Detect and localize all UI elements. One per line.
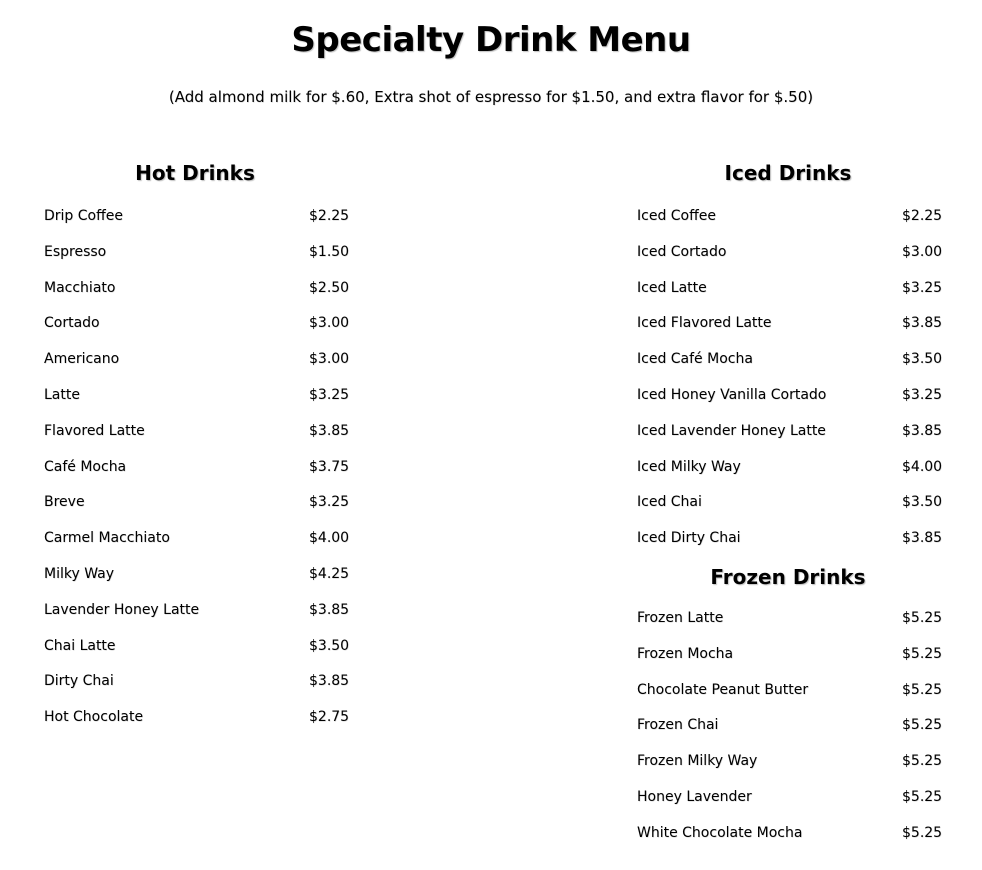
- menu-item-price: $3.85: [902, 422, 943, 439]
- add-ons-note: (Add almond milk for $.60, Extra shot of espresso for $1.50, and extra flavor for $.50): [168, 88, 814, 106]
- menu-item-price: $2.25: [902, 208, 943, 224]
- menu-item-name: Chocolate Peanut Butter: [637, 681, 809, 698]
- hot-drinks-list: [44, 207, 354, 744]
- menu-item-name: Iced Chai: [637, 494, 702, 511]
- menu-item-price: $5.25: [902, 681, 943, 698]
- menu-item-row: [637, 422, 947, 458]
- menu-item-row: [637, 493, 947, 529]
- menu-item-price: $4.00: [309, 530, 350, 547]
- menu-item-name: Latte: [44, 386, 80, 403]
- menu-item-row: [44, 207, 354, 243]
- menu-item-row: [637, 314, 947, 350]
- menu-item-name: Iced Coffee: [637, 208, 716, 224]
- menu-item-price: $3.85: [902, 530, 943, 547]
- menu-item-name: Milky Way: [44, 565, 115, 582]
- menu-item-name: Espresso: [44, 243, 107, 260]
- menu-item-name: Frozen Latte: [637, 610, 724, 626]
- menu-item-price: $3.25: [309, 494, 350, 511]
- menu-item-name: Iced Milky Way: [637, 458, 741, 475]
- menu-item-row: [637, 609, 947, 645]
- menu-item-price: $2.75: [309, 709, 350, 726]
- menu-item-name: Iced Café Mocha: [637, 351, 753, 368]
- menu-item-row: [637, 279, 947, 315]
- menu-item-row: [44, 279, 354, 315]
- menu-item-price: $5.25: [902, 788, 943, 805]
- menu-item-price: $5.25: [902, 824, 943, 841]
- menu-item-name: Iced Honey Vanilla Cortado: [637, 386, 827, 403]
- menu-item-row: [44, 493, 354, 529]
- menu-item-price: $5.25: [902, 753, 943, 770]
- page-title: Specialty Drink Menu: [291, 20, 691, 60]
- menu-item-name: Cortado: [44, 315, 100, 332]
- iced-drinks-list: [637, 207, 947, 565]
- menu-item-price: $1.50: [309, 243, 350, 260]
- menu-item-price: $3.85: [309, 422, 350, 439]
- menu-item-row: [44, 350, 354, 386]
- menu-item-row: [637, 458, 947, 494]
- menu-item-price: $3.00: [902, 243, 943, 260]
- menu-item-price: $3.50: [902, 494, 943, 511]
- menu-item-name: Macchiato: [44, 279, 116, 296]
- menu-item-price: $3.25: [902, 386, 943, 403]
- menu-item-name: Dirty Chai: [44, 673, 114, 690]
- menu-item-name: Lavender Honey Latte: [44, 601, 200, 618]
- menu-item-price: $2.25: [309, 208, 350, 224]
- menu-item-name: Honey Lavender: [637, 788, 752, 805]
- menu-item-row: [44, 422, 354, 458]
- menu-item-row: [637, 752, 947, 788]
- menu-item-price: $3.25: [309, 386, 350, 403]
- menu-item-price: $5.25: [902, 610, 943, 626]
- menu-item-name: Carmel Macchiato: [44, 530, 170, 547]
- menu-item-row: [637, 824, 947, 860]
- menu-item-name: Iced Dirty Chai: [637, 530, 741, 547]
- iced-drinks-heading: Iced Drinks: [724, 161, 852, 185]
- menu-item-row: [637, 681, 947, 717]
- menu-item-price: $3.50: [902, 351, 943, 368]
- menu-item-name: Hot Chocolate: [44, 709, 144, 726]
- menu-item-price: $4.00: [902, 458, 943, 475]
- frozen-drinks-list: [637, 609, 947, 860]
- menu-item-name: Iced Lavender Honey Latte: [637, 422, 826, 439]
- hot-drinks-heading: Hot Drinks: [135, 161, 255, 185]
- menu-item-row: [44, 565, 354, 601]
- menu-item-row: [637, 386, 947, 422]
- menu-item-name: Breve: [44, 494, 85, 511]
- menu-item-price: $2.50: [309, 279, 350, 296]
- menu-item-row: [637, 716, 947, 752]
- menu-item-row: [44, 458, 354, 494]
- menu-item-row: [637, 645, 947, 681]
- menu-item-price: $3.50: [309, 637, 350, 654]
- menu-item-row: [44, 243, 354, 279]
- menu-item-row: [44, 314, 354, 350]
- menu-item-price: $3.85: [902, 315, 943, 332]
- menu-item-price: $3.85: [309, 673, 350, 690]
- menu-item-name: White Chocolate Mocha: [637, 824, 803, 841]
- menu-item-row: [44, 708, 354, 744]
- menu-item-name: Frozen Milky Way: [637, 753, 758, 770]
- menu-item-name: Iced Latte: [637, 279, 707, 296]
- menu-item-price: $3.85: [309, 601, 350, 618]
- menu-item-price: $5.25: [902, 645, 943, 662]
- menu-item-name: Iced Cortado: [637, 243, 727, 260]
- menu-item-row: [44, 529, 354, 565]
- menu-item-name: Chai Latte: [44, 637, 116, 654]
- menu-item-name: Café Mocha: [44, 458, 127, 475]
- menu-item-name: Frozen Mocha: [637, 645, 734, 662]
- menu-item-price: $3.00: [309, 315, 350, 332]
- menu-item-name: Americano: [44, 351, 120, 368]
- menu-item-name: Iced Flavored Latte: [637, 315, 772, 332]
- menu-item-row: [637, 788, 947, 824]
- menu-item-price: $5.25: [902, 717, 943, 734]
- menu-item-row: [44, 386, 354, 422]
- menu-item-row: [637, 243, 947, 279]
- menu-item-name: Flavored Latte: [44, 422, 145, 439]
- menu-item-row: [637, 529, 947, 565]
- frozen-drinks-heading: Frozen Drinks: [710, 565, 866, 589]
- menu-item-price: $3.25: [902, 279, 943, 296]
- menu-item-name: Frozen Chai: [637, 717, 719, 734]
- menu-item-row: [637, 350, 947, 386]
- menu-item-row: [44, 601, 354, 637]
- menu-item-name: Drip Coffee: [44, 208, 123, 224]
- menu-item-row: [44, 637, 354, 673]
- menu-item-row: [637, 207, 947, 243]
- menu-item-price: $3.75: [309, 458, 350, 475]
- menu-item-price: $3.00: [309, 351, 350, 368]
- menu-item-price: $4.25: [309, 565, 350, 582]
- menu-item-row: [44, 672, 354, 708]
